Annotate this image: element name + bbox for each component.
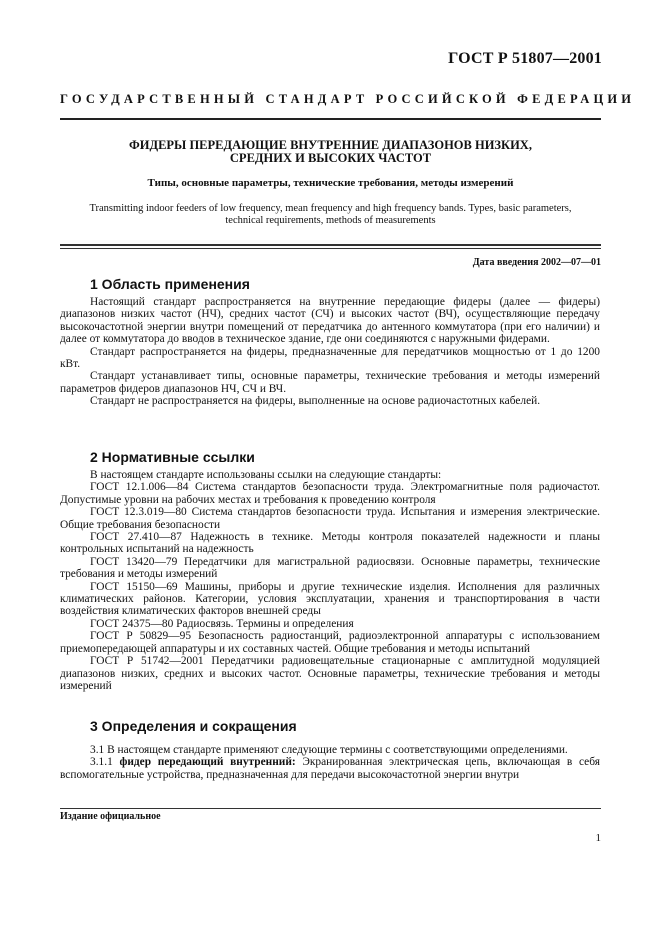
english-title bbox=[60, 203, 601, 227]
definition-text: Экранированная электрическая цепь, включающая в себя вспомогательные устройства, предназначенная для передачи высокочастотной энергии внутри bbox=[60, 756, 600, 781]
footer-divider bbox=[60, 808, 601, 809]
page-number: 1 bbox=[595, 832, 601, 844]
reference-item: ГОСТ 13420—79 Передатчики для магистральной радиосвязи. Основные параметры, технические требования и методы измерений bbox=[60, 555, 600, 581]
title-line-2: СРЕДНИХ И ВЫСОКИХ ЧАСТОТ bbox=[229, 151, 432, 165]
title-divider-top bbox=[60, 244, 601, 246]
section-2-heading: 2 Нормативные ссылки bbox=[90, 449, 255, 465]
standard-code: ГОСТ Р 51807—2001 bbox=[448, 50, 602, 67]
section-3-paragraph: 3.1 В настоящем стандарте применяют следующие термины с соответствующими определениями. bbox=[90, 744, 568, 756]
header-divider bbox=[60, 118, 601, 120]
section-1-heading: 1 Область применения bbox=[90, 276, 250, 292]
reference-item: ГОСТ 12.1.006—84 Система стандартов безопасности труда. Электромагнитные поля радиочастот. Допустимые уровни на рабочих местах и требования к проведению контроля bbox=[60, 481, 600, 506]
definition-number: 3.1.1 bbox=[90, 756, 120, 769]
definition-paragraph bbox=[60, 756, 600, 781]
definition-term: фидер передающий внутренний: bbox=[119, 756, 296, 769]
section-1-paragraph: Стандарт не распространяется на фидеры, выполненные на основе радиочастотных кабелей. bbox=[90, 395, 541, 408]
reference-item: ГОСТ 27.410—87 Надежность в технике. Методы контроля показателей надежности и планы контрольных испытаний на надежность bbox=[60, 531, 600, 556]
reference-item: ГОСТ Р 50829—95 Безопасность радиостанций, радиоэлектронной аппаратуры с использованием приемопередающей аппаратуры и их составных частей. Общие требования и методы испытаний bbox=[60, 630, 600, 655]
section-1-paragraph: Стандарт устанавливает типы, основные параметры, технические требования и методы измерений параметров фидеров диапазонов НЧ, СЧ и ВЧ. bbox=[60, 370, 600, 395]
reference-item: ГОСТ 15150—69 Машины, приборы и другие технические изделия. Исполнения для различных климатических районов. Категории, условия эксплуатации, хранения и транспортирования в части воздействия климатических факторов внешней среды bbox=[60, 580, 600, 618]
english-title-line-2: technical requirements, methods of measurements bbox=[225, 215, 436, 226]
section-2-body bbox=[60, 469, 600, 692]
section-2-intro: В настоящем стандарте использованы ссылки на следующие стандарты: bbox=[90, 469, 442, 481]
title-line-1: ФИДЕРЫ ПЕРЕДАЮЩИЕ ВНУТРЕННИЕ ДИАПАЗОНОВ НИЗКИХ, bbox=[129, 138, 532, 152]
title-divider-bottom bbox=[60, 248, 601, 249]
section-1-paragraph: Настоящий стандарт распространяется на внутренние передающие фидеры (далее — фидеры) диапазонов низких частот (НЧ), средних частот (СЧ) и высоких частот (ВЧ), осуществляющие передачу высокочастотной энергии внутри помещений от передатчика до антенного коммутатора (при его наличии) и далее от коммутатора до вводов в техническое здание, где они соединяются с наружными фидерами. bbox=[60, 296, 600, 346]
document-title bbox=[60, 139, 601, 165]
state-standard-header: ГОСУДАРСТВЕННЫЙ СТАНДАРТ РОССИЙСКОЙ ФЕДЕРАЦИИ bbox=[60, 92, 636, 106]
english-title-line-1: Transmitting indoor feeders of low frequency, mean frequency and high frequency bands. Types, basic parameters, bbox=[89, 203, 572, 214]
introduction-date: Дата введения 2002—07—01 bbox=[472, 257, 601, 268]
reference-item: ГОСТ 12.3.019—80 Система стандартов безопасности труда. Испытания и измерения электрические. Общие требования безопасности bbox=[60, 506, 600, 531]
reference-item: ГОСТ Р 51742—2001 Передатчики радиовещательные стационарные с амплитудной модуляцией диапазонов низких, средних и высоких частот. Основные параметры, технические требования и методы измерений bbox=[60, 655, 600, 692]
edition-label: Издание официальное bbox=[60, 811, 161, 822]
document-subtitle: Типы, основные параметры, технические требования, методы измерений bbox=[147, 177, 514, 189]
section-3-body bbox=[60, 744, 600, 781]
section-1-body bbox=[60, 296, 600, 408]
section-1-paragraph: Стандарт распространяется на фидеры, предназначенные для передатчиков мощностью от 1 до 1200 кВт. bbox=[60, 345, 600, 371]
reference-item: ГОСТ 24375—80 Радиосвязь. Термины и определения bbox=[90, 617, 354, 630]
section-3-heading: 3 Определения и сокращения bbox=[90, 718, 297, 734]
